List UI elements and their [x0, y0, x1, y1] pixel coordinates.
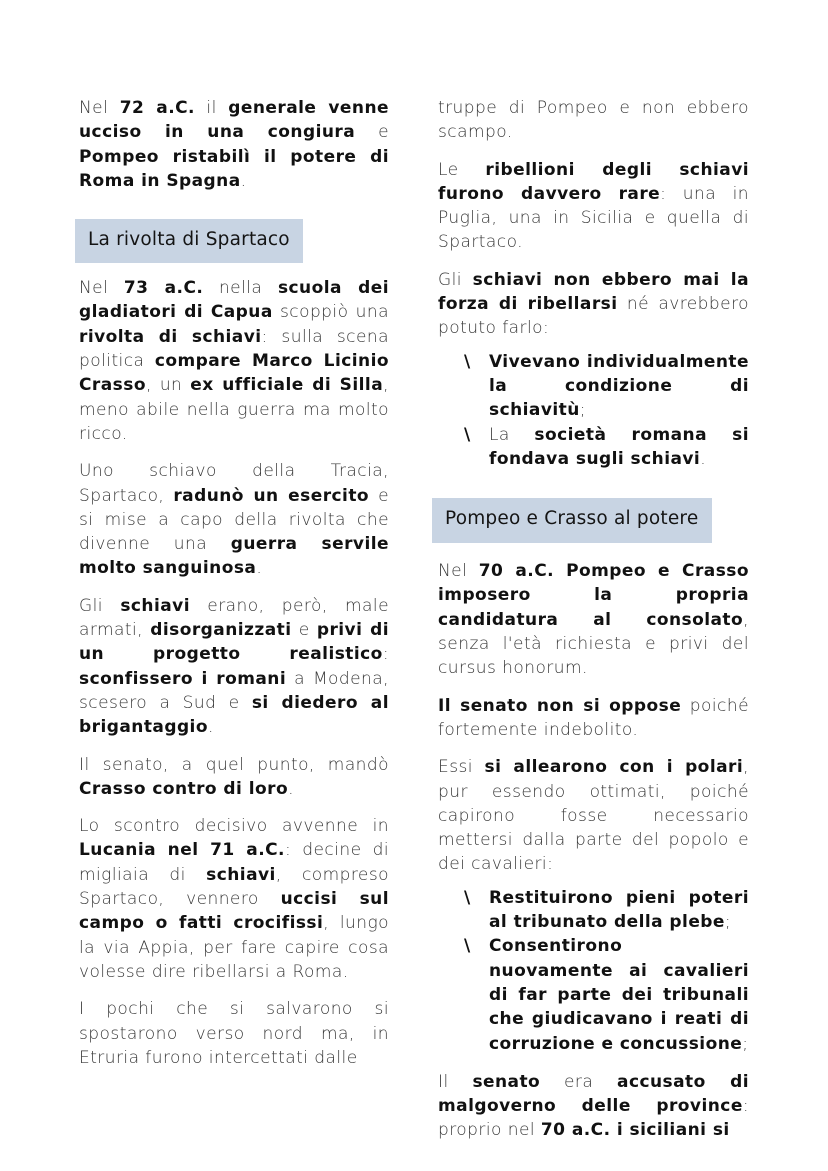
- bold-text: sconfissero i romani: [79, 668, 287, 689]
- bold-text: compare Marco Licinio Crasso: [79, 351, 389, 396]
- paragraph: Gli schiavi erano, però, male armati, disorganizzati e privi di un progetto realistico: sconfissero i romani a Modena, scesero a Sud e si diedero al brigantaggio.: [79, 595, 390, 738]
- bullet-mark-icon: \: [464, 887, 471, 908]
- bold-text: guerra servile molto sanguinosa: [79, 534, 389, 579]
- paragraph: truppe di Pompeo e non ebbero scampo.: [438, 98, 749, 143]
- list-item: \ Consentirono nuovamente ai cavalieri di far parte dei tribunali che giudicavano i reati di corruzione e concussione;: [464, 936, 749, 1054]
- bold-text: 70 a.C. Pompeo e Crasso imposero la propria candidatura al consolato: [438, 561, 749, 630]
- bullet-mark-icon: \: [464, 351, 471, 372]
- bold-text: accusato di malgoverno delle province: [438, 1071, 749, 1117]
- bold-text: uccisi sul campo o fatti crocifissi: [79, 889, 389, 934]
- bold-text: radunò un esercito: [173, 485, 370, 506]
- paragraph: Il senato, a quel punto, mandò Crasso contro di loro.: [79, 754, 389, 799]
- bold-text: Restituirono pieni poteri al tribunato della plebe: [489, 887, 749, 933]
- list-item: \ La società romana si fondava sugli schiavi.: [464, 424, 749, 469]
- bold-text: rivolta di schiavi: [79, 326, 262, 347]
- bold-text: Consentirono nuovamente ai cavalieri di far parte dei tribunali che giudicavano i reati di corruzione e concussione: [489, 936, 749, 1054]
- bold-text: schiavi: [206, 864, 276, 885]
- bold-text: si allearono con i polari: [484, 757, 744, 778]
- paragraph: I pochi che si salvarono si spostarono verso nord ma, in Etruria furono intercettati dalle: [79, 999, 389, 1068]
- paragraph: Il senato era accusato di malgoverno delle province: proprio nel 70 a.C. i siciliani si: [438, 1071, 749, 1141]
- bold-text: Crasso contro di loro: [79, 778, 289, 799]
- paragraph: Gli schiavi non ebbero mai la forza di ribellarsi né avrebbero potuto farlo:: [438, 269, 749, 339]
- list-item: \ Vivevano individualmente la condizione di schiavitù;: [464, 351, 749, 421]
- paragraph: Il senato non si oppose poiché fortemente indebolito.: [438, 695, 749, 740]
- list-item: \ Restituirono pieni poteri al tribunato della plebe;: [464, 887, 749, 933]
- bold-text: Lucania nel 71 a.C.: [79, 840, 285, 861]
- paragraph: Nel 72 a.C. il generale venne ucciso in una congiura e Pompeo ristabilì il potere di Roma in Spagna.: [79, 98, 389, 191]
- bold-text: si diedero al brigantaggio: [79, 692, 389, 738]
- paragraph: Essi si allearono con i polari, pur essendo ottimati, poiché capirono fosse necessario mettersi dalla parte del popolo e dei cavalieri:: [438, 757, 749, 875]
- bold-text: 73 a.C.: [123, 278, 204, 299]
- bold-text: privi di un progetto realistico: [79, 620, 389, 665]
- bold-text: generale venne ucciso in una congiura: [79, 98, 389, 143]
- bold-text: 72 a.C.: [119, 98, 195, 118]
- right-column: [438, 96, 749, 1156]
- bold-text: scuola dei gladiatori di Capua: [79, 278, 389, 323]
- section-heading: Pompeo e Crasso al potere: [432, 498, 712, 543]
- paragraph: Nel 70 a.C. Pompeo e Crasso imposero la propria candidatura al consolato, senza l'età richiesta e privi del cursus honorum.: [438, 561, 749, 679]
- bold-text: schiavi: [120, 595, 190, 616]
- bold-text: Vivevano individualmente la condizione di schiavitù: [489, 351, 749, 421]
- bold-text: disorganizzati: [150, 620, 292, 641]
- bold-text: società romana si fondava sugli schiavi: [489, 424, 749, 469]
- paragraph: Nel 73 a.C. nella scuola dei gladiatori di Capua scoppiò una rivolta di schiavi: sulla scena politica compare Marco Licinio Crasso, un ex ufficiale di Silla, meno abile nella guerra ma molto ricco.: [79, 278, 389, 444]
- bold-text: Pompeo ristabilì il potere di Roma in Spagna: [79, 146, 389, 191]
- paragraph: Uno schiavo della Tracia, Spartaco, radunò un esercito e si mise a capo della rivolta che divenne una guerra servile molto sanguinosa.: [79, 461, 390, 579]
- section-heading: La rivolta di Spartaco: [75, 219, 303, 263]
- bullet-mark-icon: \: [464, 936, 471, 957]
- bullet-mark-icon: \: [464, 424, 471, 445]
- paragraph: Le ribellioni degli schiavi furono davvero rare: una in Puglia, una in Sicilia e quella di Spartaco.: [438, 159, 749, 253]
- bold-text: 70 a.C. i siciliani si: [540, 1120, 730, 1141]
- bold-text: senato: [472, 1071, 541, 1092]
- bold-text: ex ufficiale di Silla: [190, 375, 384, 396]
- bullet-list: [438, 886, 749, 1056]
- bold-text: schiavi non ebbero mai la forza di ribellarsi: [438, 269, 749, 315]
- paragraph: Lo scontro decisivo avvenne in Lucania nel 71 a.C.: decine di migliaia di schiavi, compreso Spartaco, vennero uccisi sul campo o fatti crocifissi, lungo la via Appia, per fare capire cosa volesse dire ribellarsi a Roma.: [79, 816, 389, 982]
- bold-text: ribellioni degli schiavi furono davvero rare: [438, 159, 749, 204]
- left-column: [79, 96, 389, 1083]
- bullet-list: [438, 350, 749, 471]
- bold-text: Il senato non si oppose: [438, 695, 682, 716]
